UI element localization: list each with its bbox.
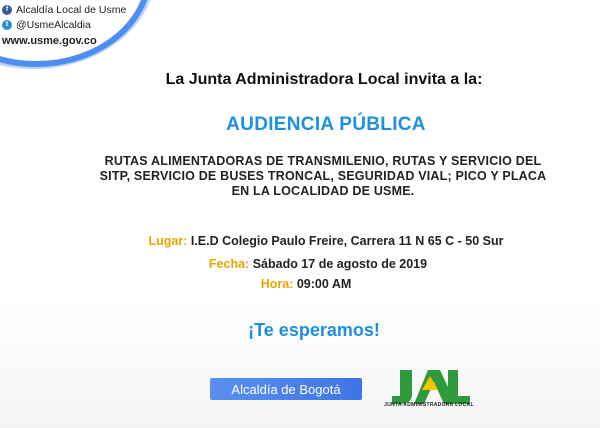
date-label: Fecha:: [208, 257, 250, 271]
date-value: Sábado 17 de agosto de 2019: [249, 257, 428, 271]
facebook-row[interactable]: [2, 2, 126, 17]
event-description: RUTAS ALIMENTADORAS DE TRANSMILENIO, RUTAS Y SERVICIO DEL SITP, SERVICIO DE BUSES TRONCAL, SEGURIDAD VIAL; PICO Y PLACA EN LA LOCALIDAD DE USME.: [99, 154, 547, 198]
facebook-icon: f: [2, 5, 12, 15]
event-title: AUDIENCIA PÚBLICA: [226, 114, 426, 135]
twitter-icon: t: [2, 20, 12, 30]
jal-logo-text: JUNTA ADMINISTRADORA LOCAL: [384, 402, 474, 408]
place-line: [0, 234, 600, 248]
bogota-logo: Alcaldía de Bogotá: [210, 378, 362, 400]
time-label: Hora:: [260, 277, 294, 291]
call-to-action: ¡Te esperamos!: [248, 320, 380, 340]
invitation-headline: La Junta Administradora Local invita a la:: [165, 71, 483, 88]
place-value: I.E.D Colegio Paulo Freire, Carrera 11 N 65 C - 50 Sur: [187, 234, 504, 248]
twitter-row[interactable]: [2, 17, 126, 32]
social-links: [2, 2, 126, 48]
place-label: Lugar:: [148, 234, 188, 248]
date-line: [0, 257, 600, 271]
facebook-handle: Alcaldía Local de Usme: [16, 3, 127, 16]
time-value: 09:00 AM: [293, 277, 352, 291]
time-line: [0, 277, 600, 291]
twitter-handle: @UsmeAlcaldia: [16, 18, 91, 31]
website-link[interactable]: www.usme.gov.co: [2, 34, 97, 47]
